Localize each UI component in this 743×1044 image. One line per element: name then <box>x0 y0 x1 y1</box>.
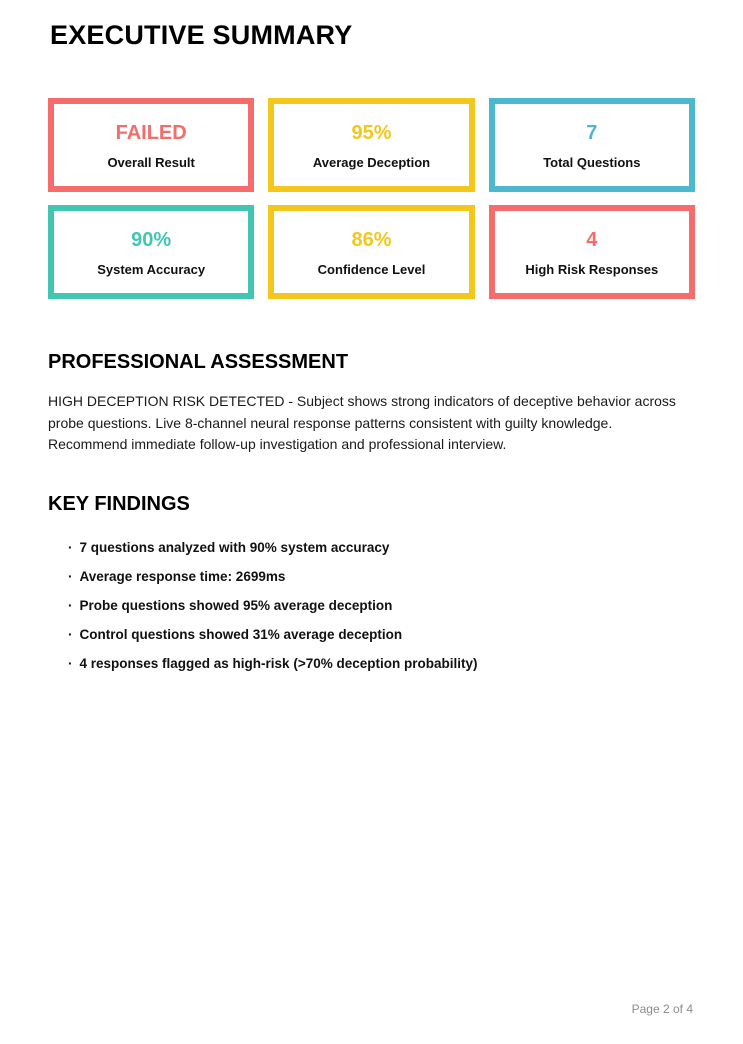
page-number: Page 2 of 4 <box>631 1002 693 1016</box>
card-total-questions-value: 7 <box>586 121 598 144</box>
card-total-questions <box>489 98 695 192</box>
card-average-deception-value: 95% <box>351 121 392 144</box>
card-high-risk-responses-label: High Risk Responses <box>525 261 659 277</box>
key-finding-text: Probe questions showed 95% average deception <box>79 597 393 613</box>
key-finding-item <box>48 626 695 643</box>
professional-assessment-heading: PROFESSIONAL ASSESSMENT <box>48 351 349 373</box>
key-finding-item <box>48 539 695 556</box>
key-finding-text: 7 questions analyzed with 90% system accuracy <box>79 539 390 555</box>
card-overall-result-value: FAILED <box>115 121 187 144</box>
key-finding-text: 4 responses flagged as high-risk (>70% deception probability) <box>79 655 478 671</box>
page-title: EXECUTIVE SUMMARY <box>50 20 353 50</box>
card-overall-result-label: Overall Result <box>107 154 195 170</box>
card-system-accuracy-label: System Accuracy <box>97 261 206 277</box>
bullet-icon: · <box>68 568 73 584</box>
bullet-icon: · <box>68 626 73 642</box>
bullet-icon: · <box>68 597 73 613</box>
key-findings-section <box>48 493 695 672</box>
card-confidence-level-label: Confidence Level <box>317 261 426 277</box>
key-finding-item <box>48 597 695 614</box>
card-system-accuracy <box>48 205 254 299</box>
card-high-risk-responses <box>489 205 695 299</box>
card-average-deception <box>268 98 474 192</box>
card-confidence-level <box>268 205 474 299</box>
key-finding-text: Average response time: 2699ms <box>79 568 286 584</box>
professional-assessment-section <box>48 351 695 456</box>
professional-assessment-body: HIGH DECEPTION RISK DETECTED - Subject shows strong indicators of deceptive behavior across probe questions. Live 8-channel neural response patterns consistent with guilty knowledge. Recommend immediate follow-up investigation and professional interview. <box>48 393 676 452</box>
key-finding-item <box>48 568 695 585</box>
card-overall-result <box>48 98 254 192</box>
bullet-icon: · <box>68 655 73 671</box>
bullet-icon: · <box>68 539 73 555</box>
card-confidence-level-value: 86% <box>351 228 392 251</box>
key-finding-item <box>48 655 695 672</box>
key-finding-text: Control questions showed 31% average deception <box>79 626 403 642</box>
summary-cards-grid <box>48 98 695 299</box>
card-system-accuracy-value: 90% <box>131 228 172 251</box>
card-high-risk-responses-value: 4 <box>586 228 598 251</box>
key-findings-list <box>48 539 695 672</box>
card-total-questions-label: Total Questions <box>543 154 641 170</box>
card-average-deception-label: Average Deception <box>312 154 431 170</box>
key-findings-heading: KEY FINDINGS <box>48 492 190 515</box>
